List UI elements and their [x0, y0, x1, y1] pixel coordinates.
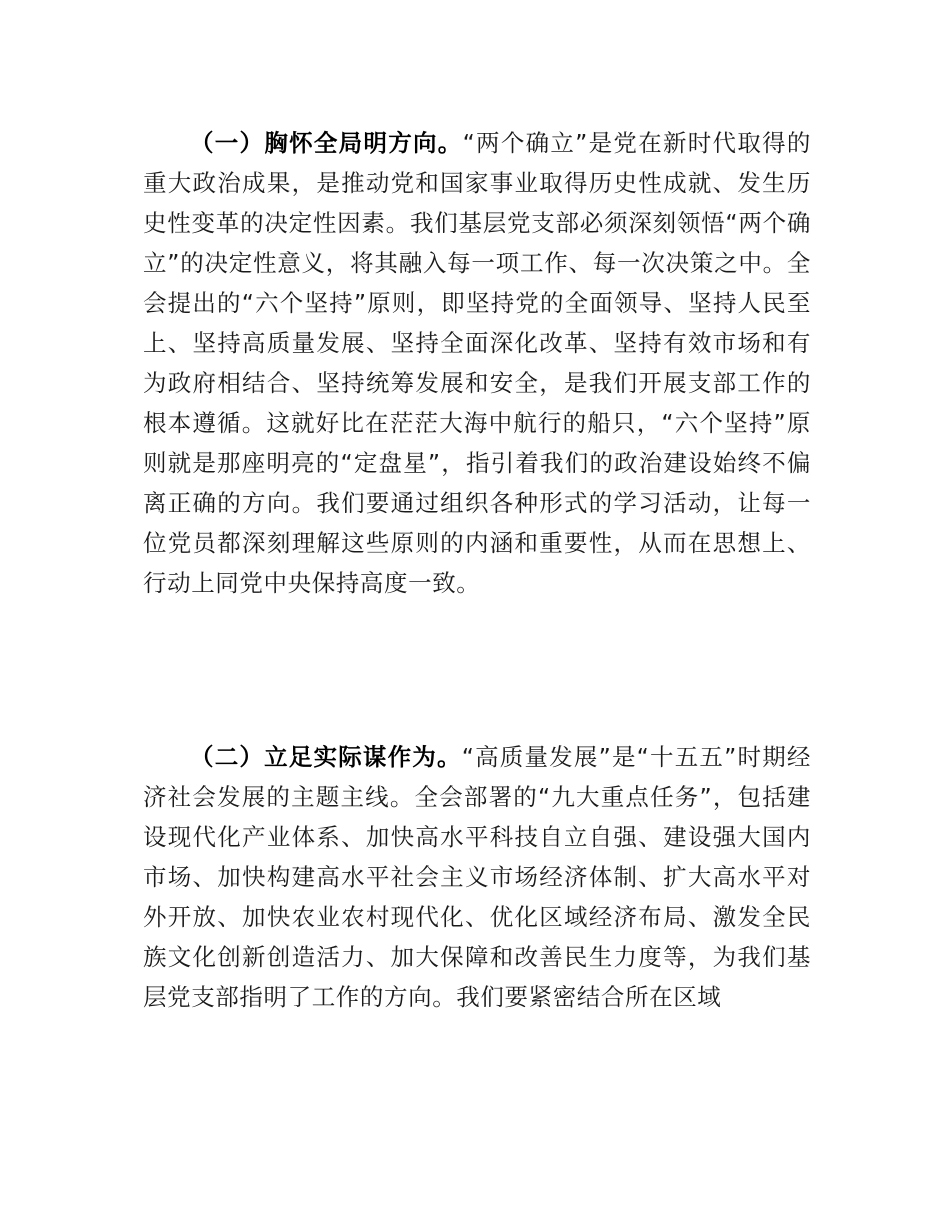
paragraph-2-heading: （二）立足实际谋作为。 [190, 743, 462, 771]
paragraph-1-heading: （一）胸怀全局明方向。 [190, 129, 463, 157]
paragraph-1 [143, 123, 811, 603]
paragraph-2-body: “高质量发展”是“十五五”时期经济社会发展的主题主线。全会部署的“九大重点任务”，包括建设现代化产业体系、加快高水平科技自立自强、建设强大国内市场、加快构建高水平社会主义市场经济体制、扩大高水平对外开放、加快农业农村现代化、优化区域经济布局、激发全民族文化创新创造活力、加大保障和改善民生力度等，为我们基层党支部指明了工作的方向。我们要紧密结合所在区域 [143, 743, 811, 1011]
paragraph-1-body: “两个确立”是党在新时代取得的重大政治成果，是推动党和国家事业取得历史性成就、发生历史性变革的决定性因素。我们基层党支部必须深刻领悟“两个确立”的决定性意义，将其融入每一项工作、每一次决策之中。全会提出的“六个坚持”原则，即坚持党的全面领导、坚持人民至上、坚持高质量发展、坚持全面深化改革、坚持有效市场和有为政府相结合、坚持统筹发展和安全，是我们开展支部工作的根本遵循。这就好比在茫茫大海中航行的船只，“六个坚持”原则就是那座明亮的“定盘星”，指引着我们的政治建设始终不偏离正确的方向。我们要通过组织各种形式的学习活动，让每一位党员都深刻理解这些原则的内涵和重要性，从而在思想上、行动上同党中央保持高度一致。 [143, 129, 811, 597]
paragraph-2 [143, 737, 811, 1017]
